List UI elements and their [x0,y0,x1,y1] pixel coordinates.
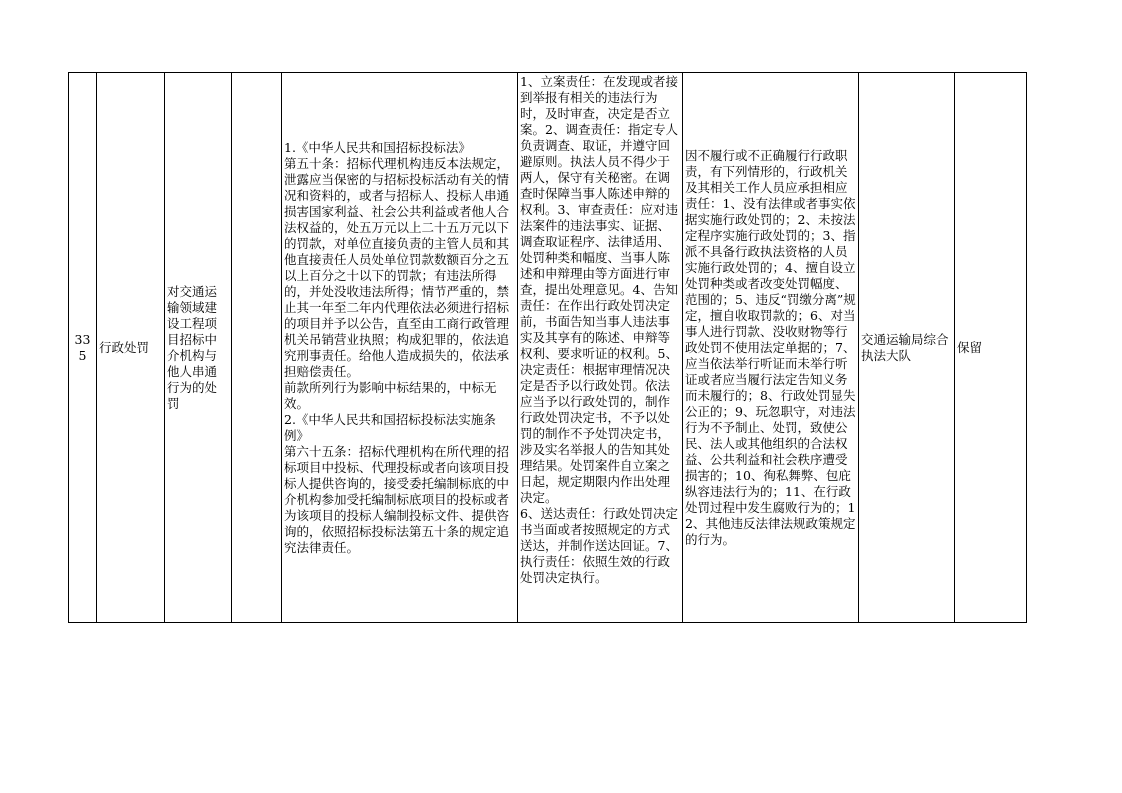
power-item-name: 对交通运输领域建设工程项目招标中介机构与他人串通行为的处罚 [165,73,232,623]
row-number: 335 [69,73,97,623]
accountability-text: 因不履行或不正确履行行政职责，有下列情形的，行政机关及其相关工作人员应承担相应责任：1、没有法律或者事实依据实施行政处罚的；2、未按法定程序实施行政处罚的；3、指派不具备行政执法资格的人员实施行政处罚的；4、擅自设立处罚种类或者改变处罚幅度、范围的；5、违反“罚缴分离”规定，擅自收取罚款的；6、对当事人进行罚款、没收财物等行政处罚不使用法定单据的；7、应当依法举行听证而未举行听证或者应当履行法定告知义务而未履行的；8、行政处罚显失公正的；9、玩忽职守，对违法行为不予制止、处罚，致使公民、法人或其他组织的合法权益、公共利益和社会秩序遭受损害的；10、徇私舞弊、包庇纵容违法行为的；11、在行政处罚过程中发生腐败行为的；12、其他违反法律法规政策规定的行为。 [683,73,859,623]
power-category: 行政处罚 [97,73,165,623]
table-row [69,73,1027,623]
responsible-department: 交通运输局综合执法大队 [859,73,955,623]
remark-cell: 保留 [955,73,1027,623]
power-list-table [68,72,1027,623]
legal-basis: 1.《中华人民共和国招标投标法》 第五十条：招标代理机构违反本法规定，泄露应当保密的与招标投标活动有关的情况和资料的，或者与招标人、投标人串通损害国家利益、社会公共利益或者他人合法权益的，处五万元以上二十五万元以下的罚款，对单位直接负责的主管人员和其他直接责任人员处单位罚款数额百分之五以上百分之十以下的罚款；有违法所得的，并处没收违法所得；情节严重的，禁止其一年至二年内代理依法必须进行招标的项目并予以公告，直至由工商行政管理机关吊销营业执照；构成犯罪的，依法追究刑事责任。给他人造成损失的，依法承担赔偿责任。 前款所列行为影响中标结果的，中标无效。 2.《中华人民共和国招标投标法实施条例》 第六十五条：招标代理机构在所代理的招标项目中投标、代理投标或者向该项目投标人提供咨询的，接受委托编制标底的中介机构参加受托编制标底项目的投标或者为该项目的投标人编制投标文件、提供咨询的，依照招标投标法第五十条的规定追究法律责任。 [282,73,518,623]
sub-item-cell [232,73,282,623]
responsibility-text: 1、立案责任：在发现或者接到举报有相关的违法行为时，及时审查，决定是否立案。2、调查责任：指定专人负责调查、取证，并遵守回避原则。执法人员不得少于两人，保守有关秘密。在调查时保障当事人陈述申辩的权利。3、审查责任：应对违法案件的违法事实、证据、调查取证程序、法律适用、处罚种类和幅度、当事人陈述和申辩理由等方面进行审查，提出处理意见。4、告知责任：在作出行政处罚决定前，书面告知当事人违法事实及其享有的陈述、申辩等权利、要求听证的权利。5、决定责任：根据审理情况决定是否予以行政处罚。依法应当予以行政处罚的，制作行政处罚决定书，不予以处罚的制作不予处罚决定书，涉及实名举报人的告知其处理结果。处罚案件自立案之日起，规定期限内作出处理决定。 6、送达责任：行政处罚决定书当面或者按照规定的方式送达，并制作送达回证。7、执行责任：依照生效的行政处罚决定执行。 [520,74,678,585]
responsibility-cell [518,73,683,623]
